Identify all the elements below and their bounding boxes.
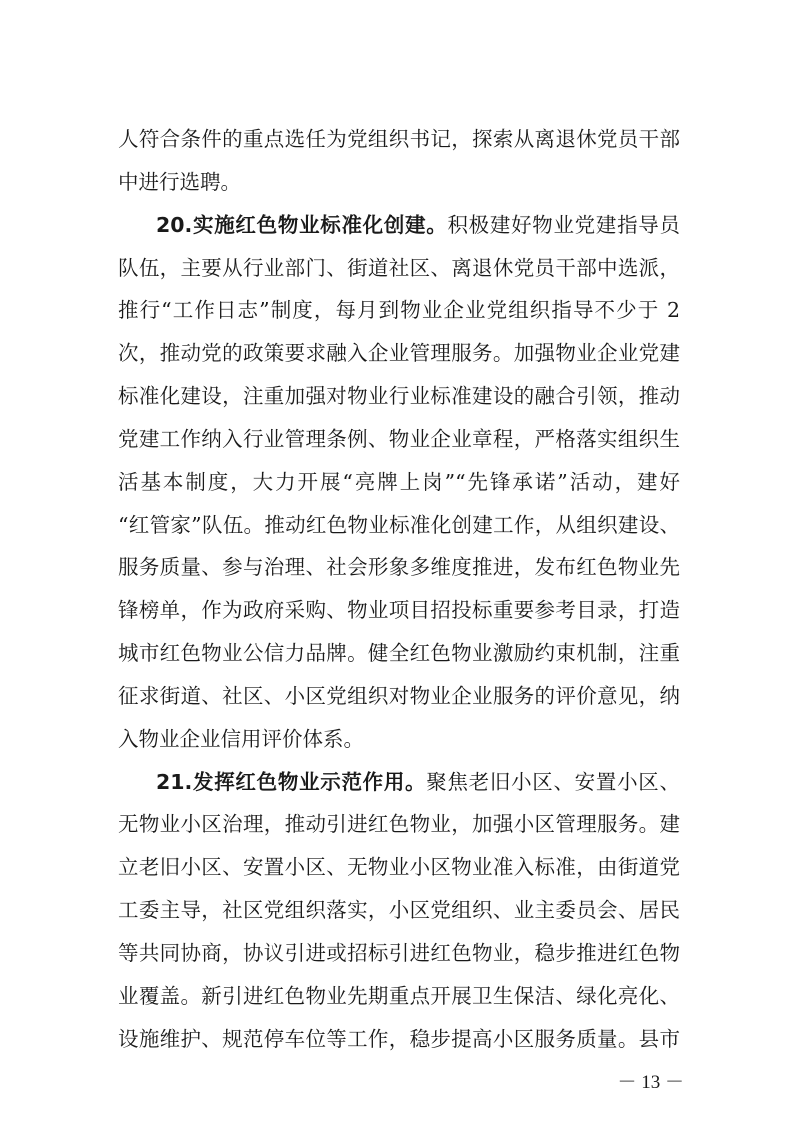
- line-text: 设施维护、规范停车位等工作，稳步提高小区服务质量。县市: [118, 1027, 680, 1051]
- paragraph-line: [118, 675, 680, 717]
- section-heading-21: 21.发挥红色物业示范作用。: [156, 770, 427, 794]
- line-text: 聚焦老旧小区、安置小区、: [426, 770, 680, 794]
- line-text: 人符合条件的重点选任为党组织书记，探索从离退休党员干部: [118, 127, 680, 151]
- page-number: － 13 －: [617, 1072, 684, 1093]
- line-text: 入物业企业信用评价体系。: [118, 727, 364, 751]
- line-text: 积极建好物业党建指导员: [447, 213, 680, 237]
- paragraph-line: [118, 418, 680, 460]
- paragraph-line: [118, 289, 680, 331]
- paragraph-line: [118, 803, 680, 845]
- paragraph-line: [118, 247, 680, 289]
- paragraph-line: [118, 118, 680, 160]
- section-heading-line: [156, 204, 680, 246]
- paragraph-line: [118, 632, 680, 674]
- line-text: 立老旧小区、安置小区、无物业小区物业准入标准，由街道党: [118, 855, 680, 879]
- line-text: 城市红色物业公信力品牌。健全红色物业激励约束机制，注重: [118, 641, 680, 665]
- line-text: 次，推动党的政策要求融入企业管理服务。加强物业企业党建: [118, 341, 680, 365]
- line-text: 队伍，主要从行业部门、街道社区、离退休党员干部中选派，: [118, 256, 680, 280]
- line-text: 中进行选聘。: [118, 170, 241, 194]
- line-text: 无物业小区治理，推动引进红色物业，加强小区管理服务。建: [118, 812, 680, 836]
- paragraph-line: [118, 461, 680, 503]
- line-text: 等共同协商，协议引进或招标引进红色物业，稳步推进红色物: [118, 941, 680, 965]
- line-text: 工委主导，社区党组织落实，小区党组织、业主委员会、居民: [118, 898, 680, 922]
- line-text: 服务质量、参与治理、社会形象多维度推进，发布红色物业先: [118, 555, 680, 579]
- section-heading-20: 20.实施红色物业标准化创建。: [156, 213, 448, 237]
- line-text: “红管家”队伍。推动红色物业标准化创建工作，从组织建设、: [118, 513, 680, 537]
- line-text: 征求街道、社区、小区党组织对物业企业服务的评价意见，纳: [118, 684, 680, 708]
- paragraph-line: [118, 846, 680, 888]
- paragraph-line: [118, 889, 680, 931]
- paragraph-line: [118, 932, 680, 974]
- paragraph-line: [118, 375, 680, 417]
- line-text: 标准化建设，注重加强对物业行业标准建设的融合引领，推动: [118, 384, 680, 408]
- paragraph-line: [118, 975, 680, 1017]
- line-text: 活基本制度，大力开展“亮牌上岗”“先锋承诺”活动，建好: [118, 470, 680, 494]
- paragraph-line: [118, 589, 680, 631]
- paragraph-line: [118, 504, 680, 546]
- line-text: 锋榜单，作为政府采购、物业项目招投标重要参考目录，打造: [118, 598, 680, 622]
- paragraph-line: [118, 161, 680, 203]
- section-heading-line: [156, 761, 680, 803]
- line-text: 业覆盖。新引进红色物业先期重点开展卫生保洁、绿化亮化、: [118, 984, 680, 1008]
- paragraph-line: [118, 546, 680, 588]
- line-text: 党建工作纳入行业管理条例、物业企业章程，严格落实组织生: [118, 427, 680, 451]
- line-text: 推行“工作日志”制度，每月到物业企业党组织指导不少于 2: [118, 298, 680, 322]
- paragraph-line: [118, 332, 680, 374]
- paragraph-line: [118, 718, 680, 760]
- paragraph-line: [118, 1018, 680, 1060]
